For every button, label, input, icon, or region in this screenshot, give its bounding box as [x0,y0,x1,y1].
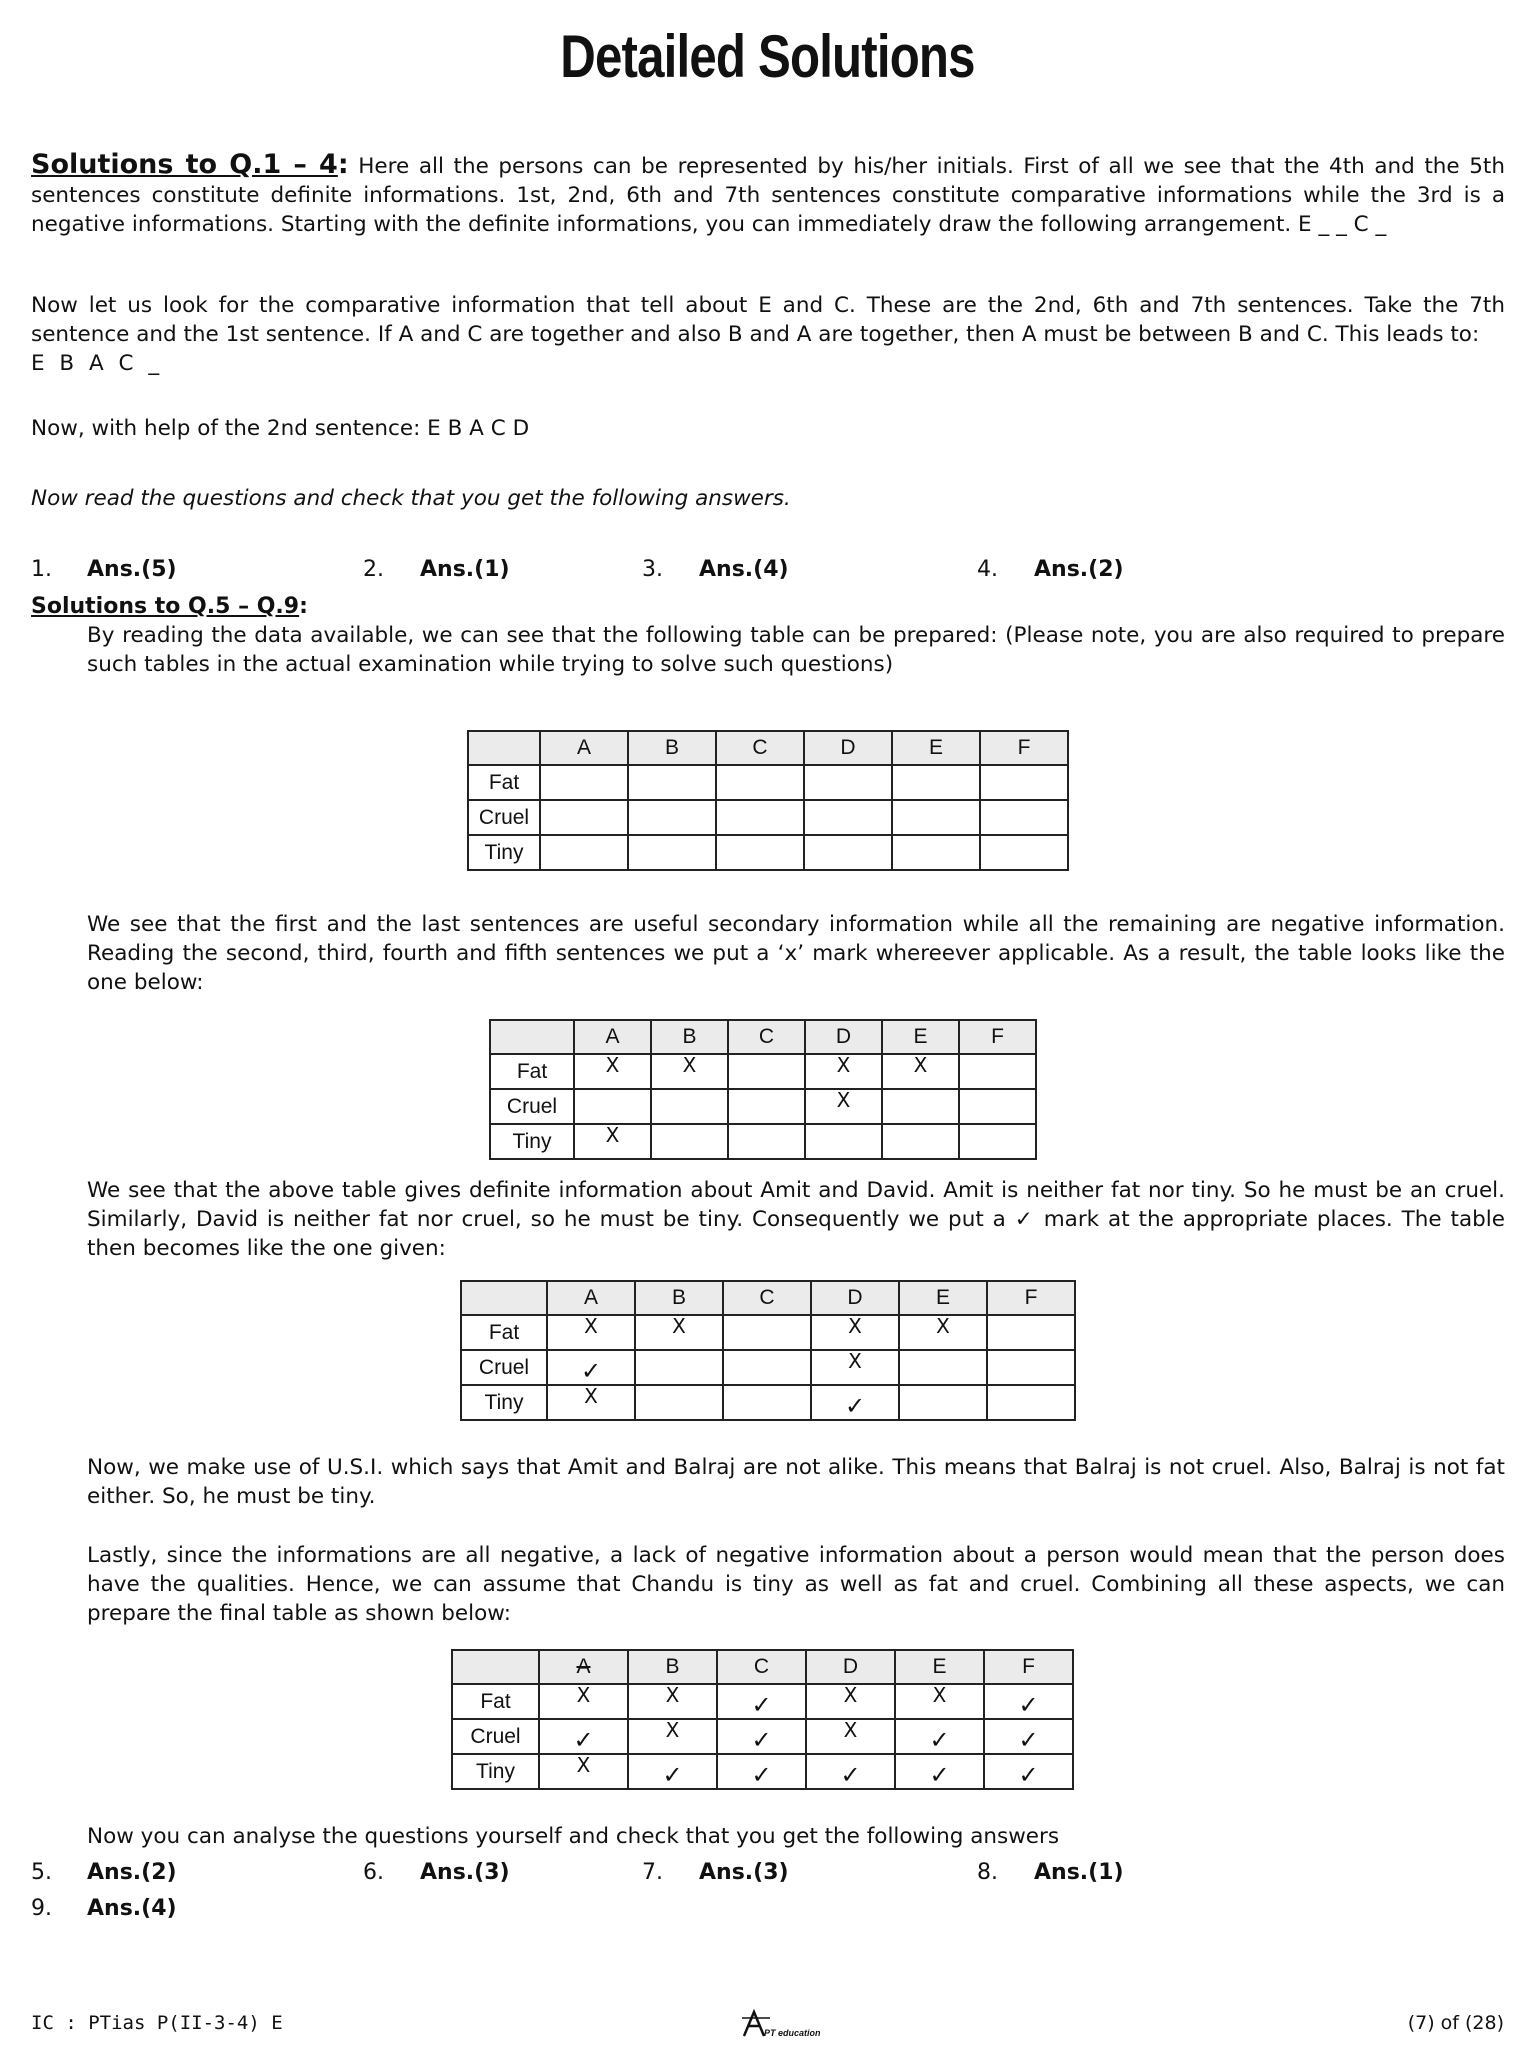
column-header: A [540,731,628,765]
logo-text: PT education [764,2028,821,2038]
column-header [539,1650,628,1684]
check-mark: ✓ [662,1760,683,1789]
cross-mark: X [605,1123,620,1147]
column-header: F [984,1650,1073,1684]
answer-value: Ans.(4) [699,557,789,582]
table-cell [716,765,804,800]
section2-heading-row: Solutions to Q.5 – Q.9: [31,594,308,619]
check-mark: ✓ [1018,1725,1039,1754]
table-cell [980,835,1068,870]
table-negatives [489,1019,1037,1160]
table-final [451,1649,1074,1790]
table-corner [461,1281,547,1315]
column-header: D [804,731,892,765]
cross-mark: X [605,1053,620,1077]
table-cell [892,835,980,870]
cross-mark: X [848,1314,862,1338]
section2-para3: We see that the above table gives definite information about Amit and David. Amit is neither fat nor tiny. So he must be an cruel. Similarly, David is neither fat nor cruel, so he must be tiny. Consequently we put a ✓ mark at the appropriate places. The table then becomes like the one given: [87,1178,1505,1261]
section2-heading: Solutions to Q.5 – Q.9 [31,594,300,619]
column-header: C [717,1650,806,1684]
footer-code: IC : PTias P(II-3-4) E [31,2012,283,2034]
cross-mark: X [836,1053,851,1077]
column-header: B [628,1650,717,1684]
column-header: D [811,1281,899,1315]
check-mark: ✓ [573,1725,594,1754]
table-cell [628,835,716,870]
check-mark: ✓ [844,1391,866,1420]
cross-mark: X [836,1088,851,1112]
column-header: E [895,1650,984,1684]
table-corner [490,1020,574,1054]
answer-value: Ans.(4) [87,1896,177,1921]
cross-mark: X [843,1718,858,1742]
table-cell [892,765,980,800]
answer-value: Ans.(3) [699,1860,789,1885]
answer-number: 2. [363,557,384,582]
section2-para6: Now you can analyse the questions yourself and check that you get the following answers [87,1824,1060,1849]
column-header: F [959,1020,1036,1054]
answer-number: 6. [363,1860,384,1885]
cross-mark: X [665,1718,680,1742]
section1-para4: Now read the questions and check that you get the following answers. [31,486,791,511]
check-mark: ✓ [751,1760,772,1789]
check-mark: ✓ [929,1760,950,1789]
column-header: B [651,1020,728,1054]
check-mark: ✓ [929,1725,950,1754]
table-cell [980,765,1068,800]
table-cell [716,835,804,870]
table-corner [468,731,540,765]
answer-number: 5. [31,1860,52,1885]
page-title: Detailed Solutions [560,23,975,90]
check-mark: ✓ [580,1356,602,1385]
cross-mark: X [932,1683,947,1707]
row-label: Fat [461,1315,547,1350]
table-cell [980,800,1068,835]
section2-answers-row2 [0,1894,1535,1924]
column-header: E [892,731,980,765]
table-cell [804,835,892,870]
column-header: C [716,731,804,765]
row-label: Cruel [490,1089,574,1124]
column-header: F [980,731,1068,765]
answer-value: Ans.(5) [87,557,177,582]
section1-para2-text: Now let us look for the comparative information that tell about E and C. These are the 2nd, 6th and 7th sentences. Take the 7th sentence and the 1st sentence. If A and C are together and also B and A are together, then A must be between B and C. This leads to: [31,293,1505,347]
table-cell [628,765,716,800]
column-header: A [574,1020,651,1054]
row-label: Cruel [461,1350,547,1385]
section1-intro: Solutions to Q.1 – 4: Here all the persons can be represented by his/her initials. First of all we see that the 4th and the 5th sentences constitute definite informations. 1st, 2nd, 6th and 7th sentences constitute comparative informations while the 3rd is a negative informations. Starting with the definite informations, you can immediately draw the following arrangement. E _ _ C _ [31,149,1505,237]
row-label: Cruel [468,800,540,835]
table-definite [460,1280,1076,1421]
cross-mark: X [913,1053,928,1077]
column-header: D [805,1020,882,1054]
column-header: A [547,1281,635,1315]
row-label: Tiny [490,1124,574,1159]
answer-number: 4. [977,557,998,582]
answer-value: Ans.(1) [420,557,510,582]
cross-mark: X [665,1683,680,1707]
column-header: D [806,1650,895,1684]
table-cell [540,835,628,870]
answer-number: 7. [642,1860,663,1885]
section2-para5: Lastly, since the informations are all negative, a lack of negative information about a person would mean that the person does have the qualities. Hence, we can assume that Chandu is tiny as well as fat and cruel. Combining all these aspects, we can prepare the final table as shown below: [87,1543,1505,1626]
table-cell [804,765,892,800]
check-mark: ✓ [1018,1690,1039,1719]
answer-value: Ans.(3) [420,1860,510,1885]
section1-sequence: E B A C _ [31,351,160,376]
cross-mark: X [584,1384,598,1408]
column-header: E [882,1020,959,1054]
cross-mark: X [576,1753,591,1777]
check-mark: ✓ [1018,1760,1039,1789]
cross-mark: X [576,1683,591,1707]
section1-answers [0,555,1535,585]
table-cell [540,765,628,800]
cross-mark: X [848,1349,862,1373]
page-number: (7) of (28) [1407,2012,1504,2034]
row-label: Cruel [452,1719,539,1754]
check-mark: ✓ [751,1690,772,1719]
cross-mark: X [843,1683,858,1707]
section1-para2 [31,291,1505,378]
column-header: F [987,1281,1075,1315]
column-header-label: A [576,1655,591,1678]
answer-value: Ans.(2) [1034,557,1124,582]
column-header: B [628,731,716,765]
answer-number: 3. [642,557,663,582]
row-label: Fat [490,1054,574,1089]
answer-number: 8. [977,1860,998,1885]
table-cell [892,800,980,835]
section1-heading: Solutions to Q.1 – 4 [31,149,338,180]
table-cell [804,800,892,835]
section2-answers-row1 [0,1858,1535,1888]
section2-para4: Now, we make use of U.S.I. which says that Amit and Balraj are not alike. This means that Balraj is not cruel. Also, Balraj is not fat either. So, he must be tiny. [87,1455,1505,1509]
table-blank [467,730,1069,871]
answer-value: Ans.(2) [87,1860,177,1885]
cross-mark: X [936,1314,950,1338]
column-header: E [899,1281,987,1315]
check-mark: ✓ [751,1725,772,1754]
section1-para3: Now, with help of the 2nd sentence: E B A C D [31,416,530,441]
section2-intro: By reading the data available, we can see that the following table can be prepared: (Please note, you are also required to prepare such tables in the actual examination while trying to solve such questions) [87,623,1505,677]
table-cell [540,800,628,835]
answer-number: 1. [31,557,52,582]
column-header: B [635,1281,723,1315]
answer-number: 9. [31,1896,52,1921]
section1-intro-text: Here all the persons can be represented by his/her initials. First of all we see that the 4th and the 5th sentences constitute definite informations. 1st, 2nd, 6th and 7th sentences constitute comparative informations while the 3rd is a negative informations. Starting with the definite informations, you can immediately draw the following arrangement. E _ _ C _ [31,154,1505,237]
column-header: C [723,1281,811,1315]
row-label: Tiny [468,835,540,870]
row-label: Fat [452,1684,539,1719]
column-header: C [728,1020,805,1054]
table-corner [452,1650,539,1684]
publisher-logo [740,2008,830,2040]
row-label: Tiny [461,1385,547,1420]
cross-mark: X [672,1314,686,1338]
row-label: Tiny [452,1754,539,1789]
answer-value: Ans.(1) [1034,1860,1124,1885]
check-mark: ✓ [840,1760,861,1789]
pt-logo-icon [740,2008,830,2040]
row-label: Fat [468,765,540,800]
table-cell [716,800,804,835]
cross-mark: X [584,1314,598,1338]
section2-para2: We see that the first and the last sentences are useful secondary information while all the remaining are negative information. Reading the second, third, fourth and fifth sentences we put a ‘x’ mark whereever applicable. As a result, the table looks like the one below: [87,912,1505,995]
table-cell [628,800,716,835]
cross-mark: X [682,1053,697,1077]
